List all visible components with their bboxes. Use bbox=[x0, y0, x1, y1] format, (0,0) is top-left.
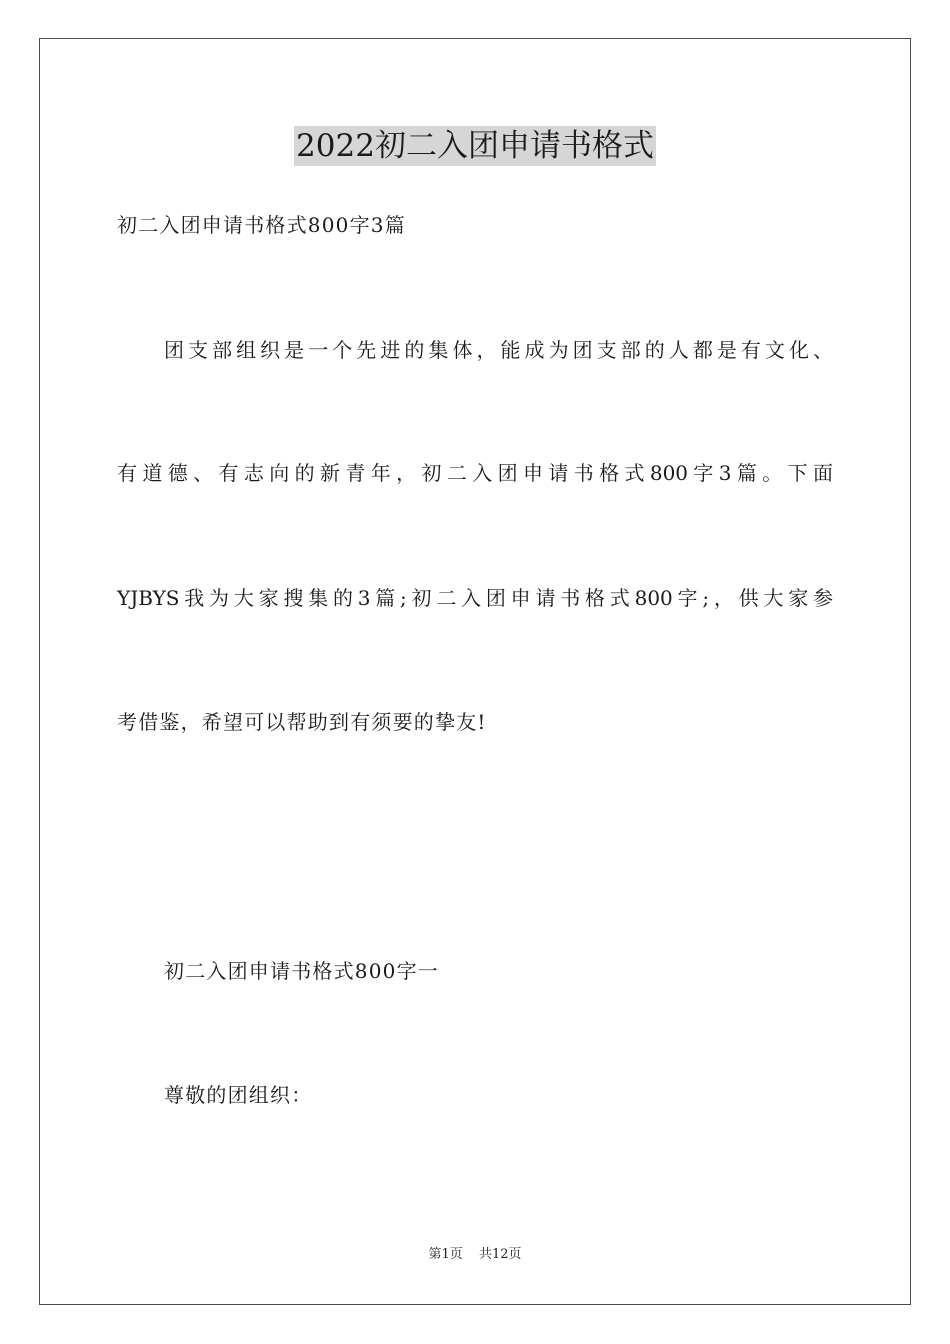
title-container bbox=[0, 126, 950, 166]
intro-line-4: 考借鉴，希望可以帮助到有须要的挚友! bbox=[117, 710, 487, 734]
section-heading: 初二入团申请书格式800字一 bbox=[164, 959, 439, 983]
salutation: 尊敬的团组织： bbox=[164, 1083, 313, 1107]
page-footer bbox=[0, 1246, 950, 1264]
page-total: 共12页 bbox=[478, 1247, 522, 1262]
document-subtitle: 初二入团申请书格式800字3篇 bbox=[117, 213, 406, 237]
intro-line-3: YJBYS我为大家搜集的3篇;初二入团申请书格式800字;，供大家参 bbox=[117, 586, 833, 610]
intro-line-1: 团支部组织是一个先进的集体，能成为团支部的人都是有文化、 bbox=[164, 338, 833, 362]
intro-line-2: 有道德、有志向的新青年，初二入团申请书格式800字3篇。下面 bbox=[117, 461, 833, 485]
document-title: 2022初二入团申请书格式 bbox=[296, 128, 654, 164]
page-number: 第1页 bbox=[428, 1247, 463, 1262]
